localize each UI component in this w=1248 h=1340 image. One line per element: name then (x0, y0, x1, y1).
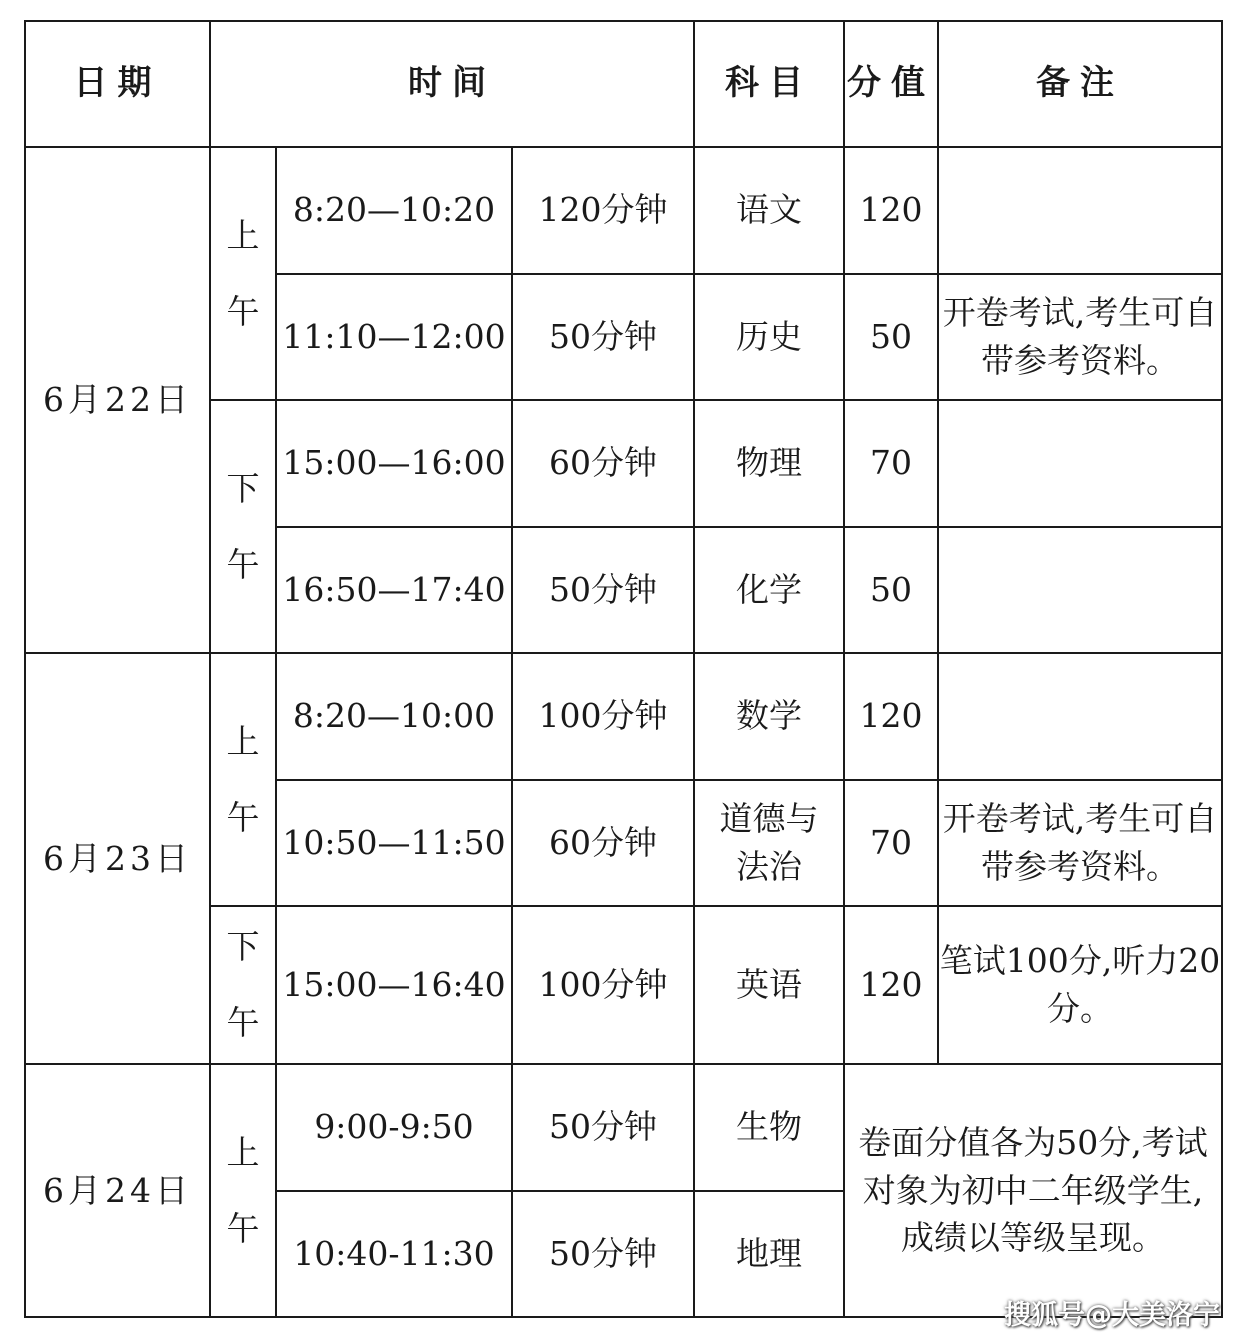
time-cell: 11:10—12:00 (276, 274, 512, 401)
subject-cell: 道德与法治 (694, 780, 844, 907)
time-cell: 15:00—16:40 (276, 906, 512, 1064)
score-cell: 120 (844, 906, 938, 1064)
subject-cell: 语文 (694, 147, 844, 274)
note-cell: 开卷考试,考生可自带参考资料。 (938, 780, 1222, 907)
time-cell: 8:20—10:20 (276, 147, 512, 274)
period-cell: 上午 (210, 147, 276, 400)
period-cell: 上午 (210, 653, 276, 906)
subject-cell: 生物 (694, 1064, 844, 1191)
duration-cell: 60分钟 (512, 400, 694, 527)
score-cell: 50 (844, 274, 938, 401)
note-cell (938, 400, 1222, 527)
note-cell (938, 147, 1222, 274)
time-cell: 15:00—16:00 (276, 400, 512, 527)
subject-cell: 英语 (694, 906, 844, 1064)
date-cell: 6月24日 (25, 1064, 210, 1317)
score-cell: 50 (844, 527, 938, 654)
score-cell: 120 (844, 653, 938, 780)
header-time: 时间 (210, 21, 694, 147)
score-cell: 70 (844, 400, 938, 527)
duration-cell: 120分钟 (512, 147, 694, 274)
time-cell: 8:20—10:00 (276, 653, 512, 780)
period-cell: 上午 (210, 1064, 276, 1317)
duration-cell: 50分钟 (512, 1064, 694, 1191)
time-cell: 10:40-11:30 (276, 1191, 512, 1318)
header-score: 分值 (844, 21, 938, 147)
note-cell (938, 653, 1222, 780)
duration-cell: 50分钟 (512, 274, 694, 401)
score-cell: 70 (844, 780, 938, 907)
subject-cell: 历史 (694, 274, 844, 401)
exam-schedule-table (24, 20, 1223, 1318)
subject-cell: 化学 (694, 527, 844, 654)
table-row (25, 653, 1222, 780)
header-date: 日期 (25, 21, 210, 147)
period-cell: 下午 (210, 400, 276, 653)
time-cell: 9:00-9:50 (276, 1064, 512, 1191)
score-cell: 120 (844, 147, 938, 274)
duration-cell: 100分钟 (512, 906, 694, 1064)
duration-cell: 50分钟 (512, 527, 694, 654)
subject-cell: 物理 (694, 400, 844, 527)
note-cell: 开卷考试,考生可自带参考资料。 (938, 274, 1222, 401)
time-cell: 16:50—17:40 (276, 527, 512, 654)
date-cell: 6月22日 (25, 147, 210, 653)
time-cell: 10:50—11:50 (276, 780, 512, 907)
period-cell: 下午 (210, 906, 276, 1064)
note-cell: 笔试100分,听力20分。 (938, 906, 1222, 1064)
subject-cell: 地理 (694, 1191, 844, 1318)
duration-cell: 100分钟 (512, 653, 694, 780)
note-cell (938, 527, 1222, 654)
subject-cell: 数学 (694, 653, 844, 780)
header-note: 备注 (938, 21, 1222, 147)
header-row (25, 21, 1222, 147)
date-cell: 6月23日 (25, 653, 210, 1064)
header-subject: 科目 (694, 21, 844, 147)
merged-note-cell: 卷面分值各为50分,考试对象为初中二年级学生,成绩以等级呈现。 (844, 1064, 1222, 1317)
table-row (25, 147, 1222, 274)
table-row (25, 1064, 1222, 1191)
duration-cell: 50分钟 (512, 1191, 694, 1318)
duration-cell: 60分钟 (512, 780, 694, 907)
watermark-text: 搜狐号@大美洛宁 (1004, 1300, 1220, 1331)
